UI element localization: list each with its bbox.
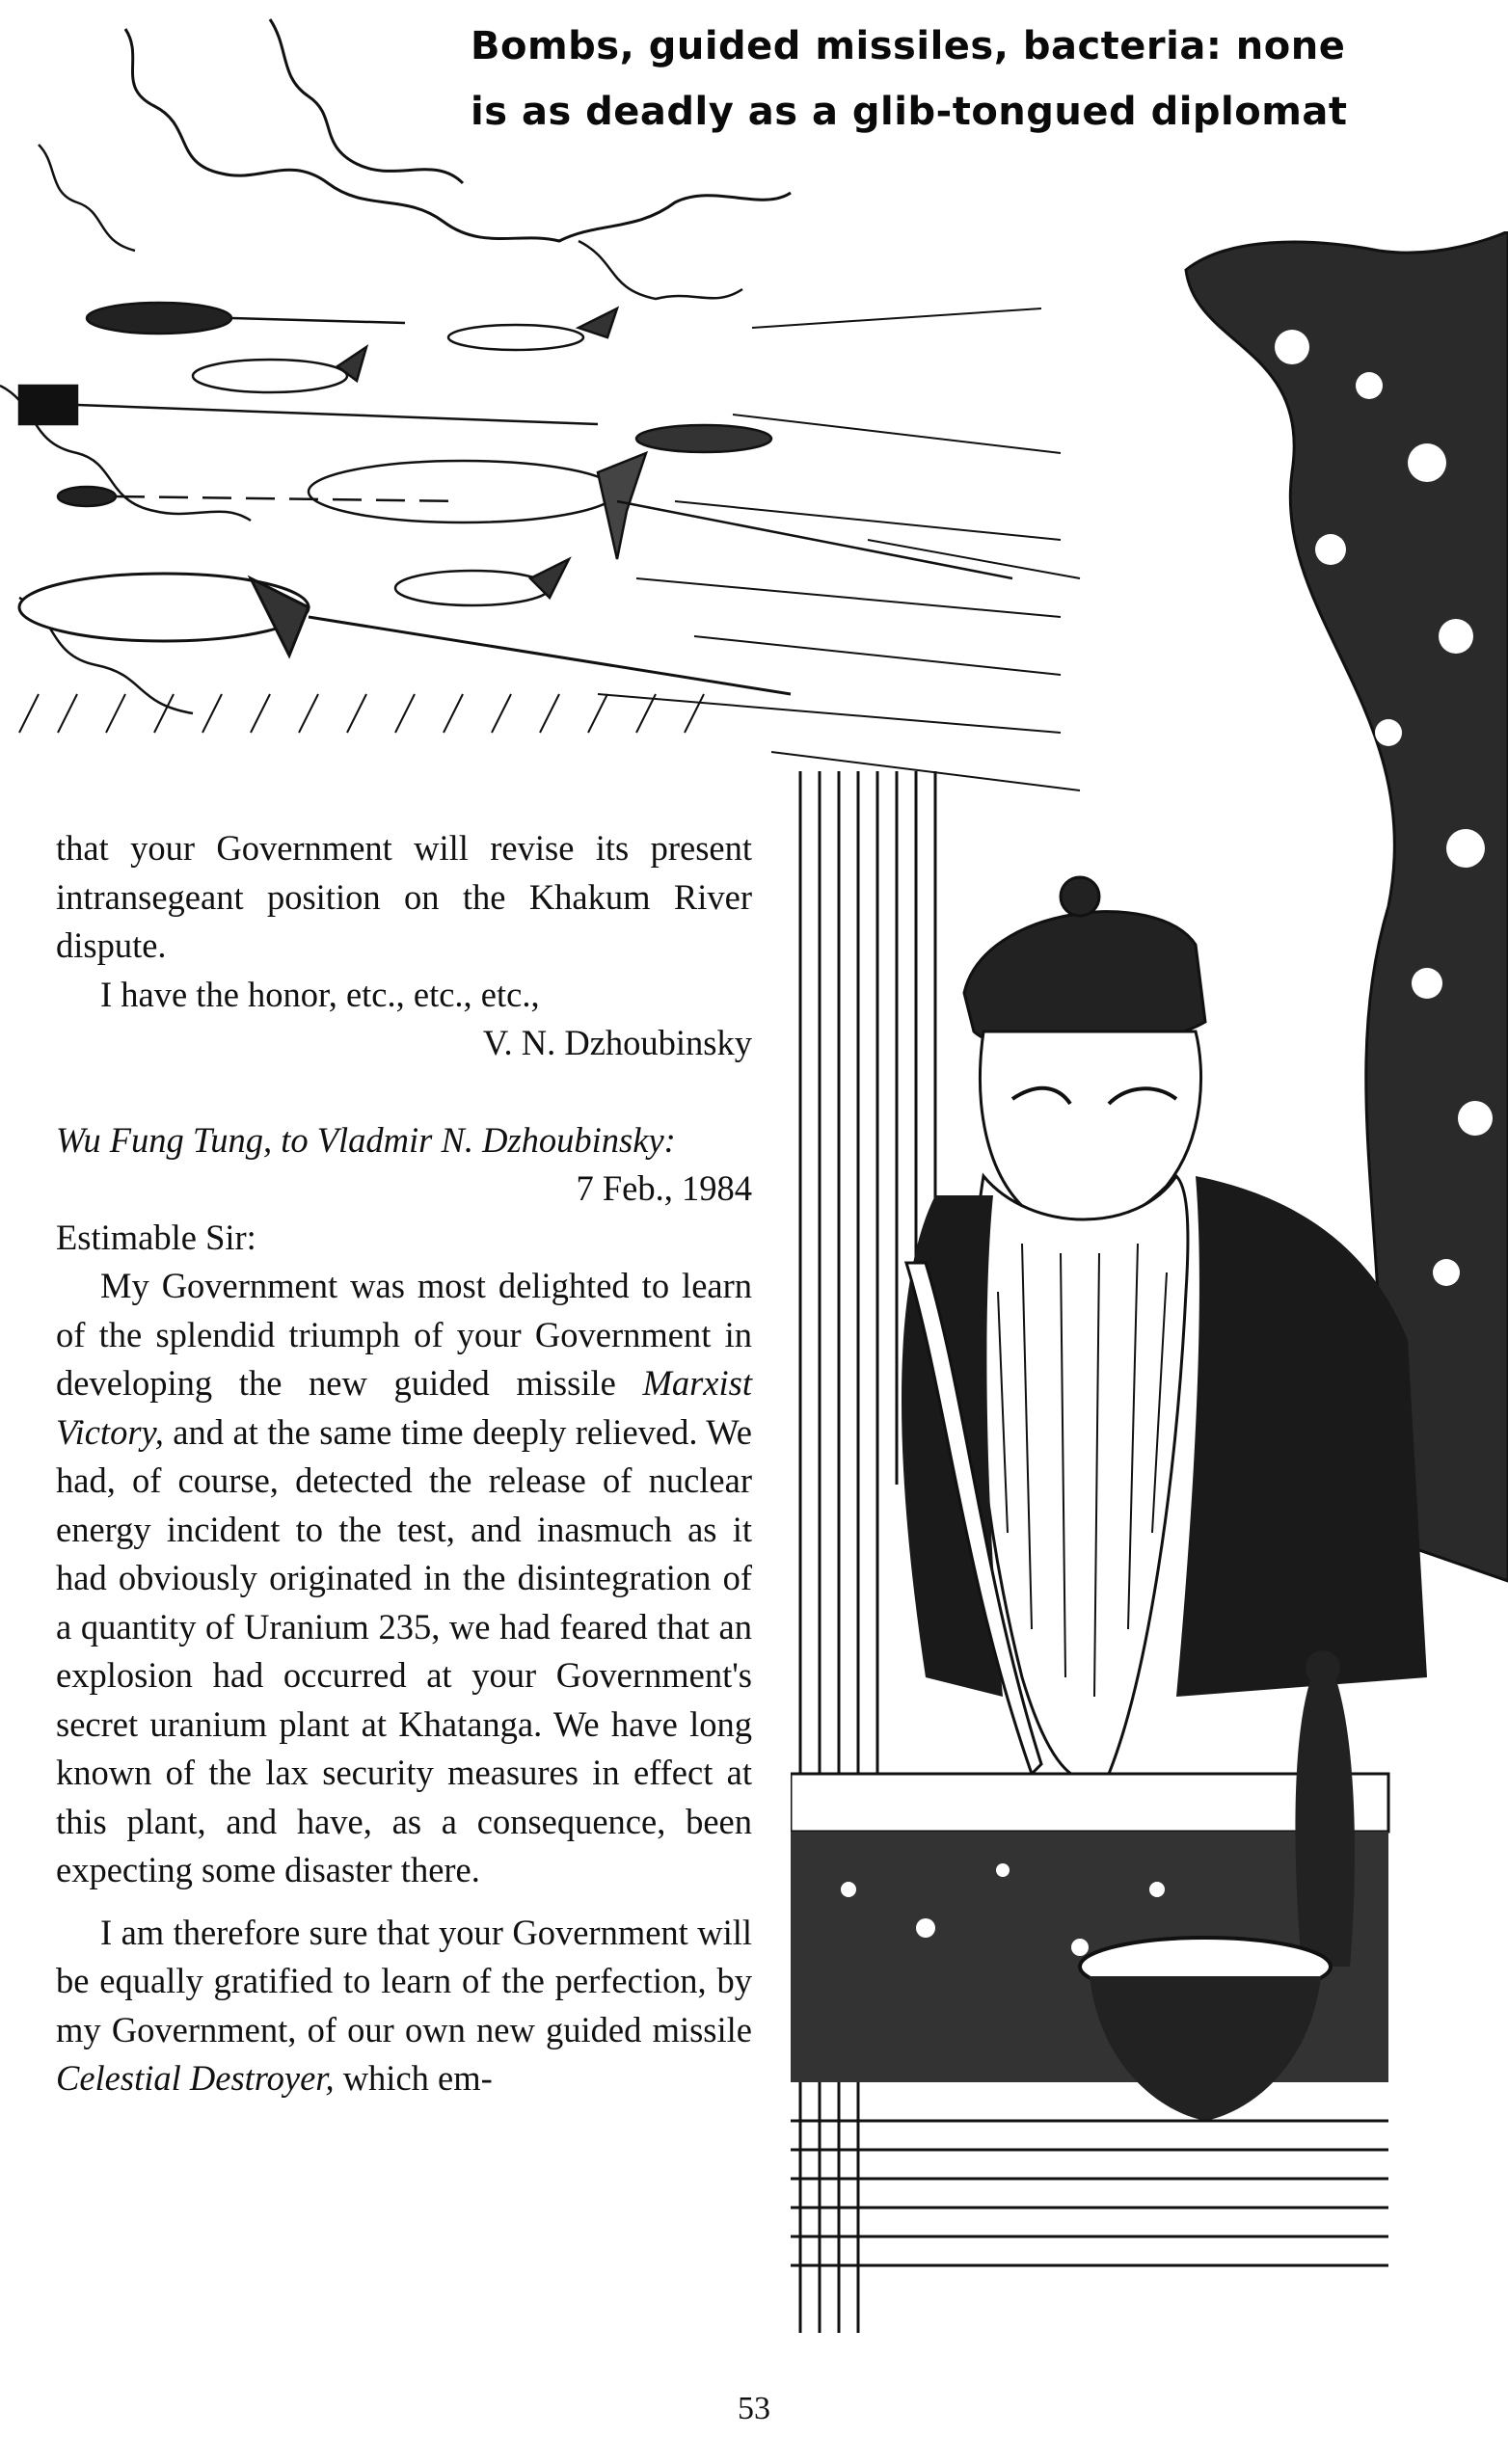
cloud-outline <box>579 241 742 299</box>
missile-name: Marxist Victory, <box>56 1363 752 1452</box>
horizon-hatching <box>19 694 704 733</box>
hat-knob <box>1061 877 1099 916</box>
floor-hatching <box>791 2121 1388 2265</box>
statuette <box>1295 1677 1355 1967</box>
missile <box>395 559 569 605</box>
paragraph: that your Government will revise its present intransegeant position on the Khakum River dispute. <box>56 828 752 965</box>
headline-line-2: is as deadly as a glib-tongued diplomat <box>471 90 1348 134</box>
closing-line: I have the honor, etc., etc., etc., <box>100 974 540 1014</box>
paragraph: My Government was most delighted to learn of the splendid triumph of your Government in developing the new guided missile Marxist Victory, and at the same time deeply relieved. We had, of course, detected the release of nuclear energy incident to the test, and inasmuch as it had obviously originated in the disintegration of a quantity of Uranium 235, we had feared that an explosion had occurred at your Government's secret uranium plant at Khatanga. We have long known of the lax security measures in effect at this plant, and have, as a consequence, been expecting some disaster there. <box>56 1266 752 1889</box>
paragraph: I am therefore sure that your Government will be equally gratified to learn of the perfection, by my Government, of our own new guided missile Celestial Destroyer, which em- <box>56 1912 752 2098</box>
statuette-head <box>1306 1650 1340 1685</box>
signature: V. N. Dzhoubinsky <box>482 1023 752 1062</box>
hat <box>964 912 1205 1049</box>
cloud-outline <box>270 19 463 183</box>
cloud-outline <box>39 145 135 251</box>
missile <box>87 303 405 334</box>
missile <box>448 308 617 350</box>
missile-name: Celestial Destroyer, <box>56 2058 335 2098</box>
article-text-column <box>56 824 752 2103</box>
headline <box>471 13 1493 145</box>
missile <box>19 386 771 452</box>
missile <box>193 347 366 392</box>
page-number: 53 <box>738 2391 770 2426</box>
incense-burner-base <box>1090 1976 1321 2121</box>
headline-line-1: Bombs, guided missiles, bacteria: none <box>471 24 1346 68</box>
letter-header: Wu Fung Tung, to Vladmir N. Dzhoubinsky: <box>56 1119 676 1160</box>
salutation: Estimable Sir: <box>56 1217 256 1257</box>
diplomat-illustration <box>791 231 1508 2381</box>
letter-date: 7 Feb., 1984 <box>576 1168 752 1208</box>
